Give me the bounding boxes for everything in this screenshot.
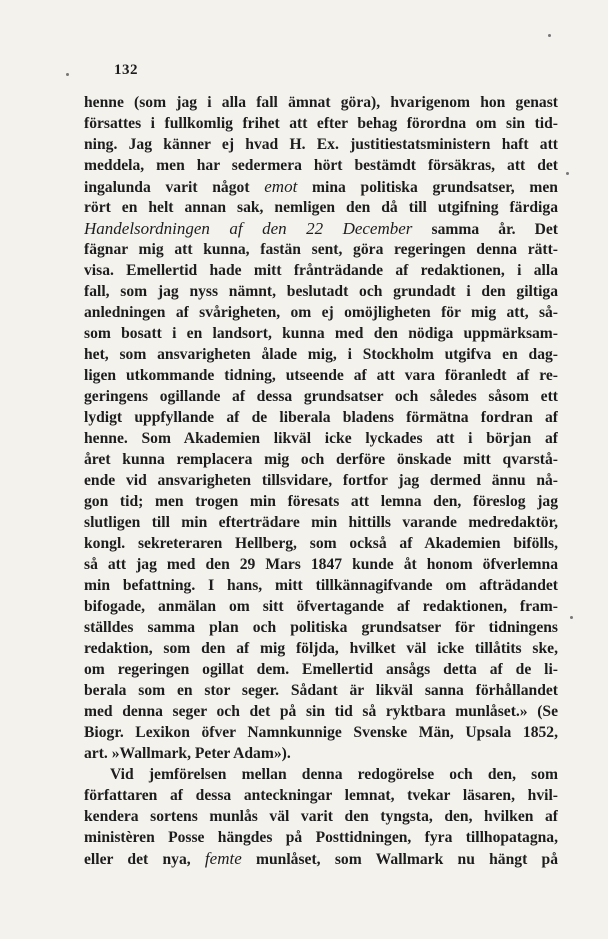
text-run: berala som en stor seger. Sådant är likväl sanna förhållandet xyxy=(84,682,558,699)
text-line xyxy=(84,617,558,638)
text-run: kongl. sekreteraren Hellberg, som också af Akademien bifölls, xyxy=(84,535,558,552)
text-run: året kunna remplacera mig och derföre önskade mitt qvarstå- xyxy=(84,451,558,468)
text-run: författaren af dessa anteckningar lemnat, tvekar läsaren, hvil- xyxy=(84,787,558,804)
text-line xyxy=(84,344,558,365)
print-speck xyxy=(570,616,573,619)
body-text xyxy=(84,92,558,869)
text-run: min befattning. I hans, mitt tillkännagifvande om afträdandet xyxy=(84,577,558,594)
text-run: om regeringen ogillat dem. Emellertid ansågs detta af de li- xyxy=(84,661,558,678)
text-line xyxy=(84,470,558,491)
text-line xyxy=(84,134,558,155)
text-line xyxy=(84,323,558,344)
text-run: försattes i fullkomlig frihet att efter behag förordna om sin tid- xyxy=(84,115,558,132)
text-run: ende vid ansvarigheten tillsvidare, fortfor jag dermed ännu nå- xyxy=(84,472,558,489)
text-run: henne (som jag i alla fall ämnat göra), hvarigenom hon genast xyxy=(84,94,558,111)
text-line xyxy=(84,239,558,260)
print-speck xyxy=(548,34,551,37)
print-speck xyxy=(66,73,69,76)
text-line xyxy=(84,365,558,386)
text-line xyxy=(84,680,558,701)
text-run: samma år. Det xyxy=(412,221,558,238)
text-line xyxy=(84,155,558,176)
text-run: henne. Som Akademien likväl icke lyckades att i början af xyxy=(84,430,558,447)
text-run: ligen utkommande tidning, utseende af att vara föranledt af re- xyxy=(84,367,558,384)
text-line xyxy=(84,575,558,596)
text-run: som bosatt i en landsort, kunna med den nödiga uppmärksam- xyxy=(84,325,558,342)
text-line xyxy=(84,701,558,722)
text-line xyxy=(84,764,558,785)
text-line xyxy=(84,302,558,323)
text-run: gon tid; men trogen min föresats att lemna den, föreslog jag xyxy=(84,493,558,510)
text-run: med denna seger och det på sin tid så ryktbara munlåset.» (Se xyxy=(84,703,558,720)
text-run: het, som ansvarigheten ålade mig, i Stockholm utgifva en dag- xyxy=(84,346,558,363)
text-line xyxy=(84,848,558,869)
text-run: slutligen till min efterträdare min hittills varande medredaktör, xyxy=(84,514,558,531)
text-line xyxy=(84,743,558,764)
text-line xyxy=(84,785,558,806)
text-run: Biogr. Lexikon öfver Namnkunnige Svenske Män, Upsala 1852, xyxy=(84,724,558,741)
text-run: anledningen af svårigheten, om ej omöjligheten för mig att, så- xyxy=(84,304,558,321)
text-line xyxy=(84,281,558,302)
text-line xyxy=(84,428,558,449)
page-number: 132 xyxy=(114,62,138,78)
text-line xyxy=(84,512,558,533)
text-line xyxy=(84,722,558,743)
text-run: ministèren Posse hängdes på Posttidningen, fyra tillhopatagna, xyxy=(84,829,558,846)
text-line xyxy=(84,638,558,659)
italic-text: femte xyxy=(204,849,242,868)
text-run: så att jag med den 29 Mars 1847 kunde åt honom öfverlemna xyxy=(84,556,558,573)
text-line xyxy=(84,659,558,680)
text-run: ställdes samma plan och politiska grundsatser för tidningens xyxy=(84,619,558,636)
text-line xyxy=(84,596,558,617)
text-run: munlåset, som Wallmark nu hängt på xyxy=(241,851,558,868)
text-line xyxy=(84,260,558,281)
text-run: lydigt uppfyllande af de liberala bladens förmätna fordran af xyxy=(84,409,558,426)
italic-text: emot xyxy=(264,177,298,196)
text-line xyxy=(84,218,558,239)
text-line xyxy=(84,386,558,407)
text-line xyxy=(84,407,558,428)
text-line xyxy=(84,197,558,218)
text-run: redaktion, som den af mig följda, hvilket väl icke tillåtits ske, xyxy=(84,640,558,657)
text-line xyxy=(84,554,558,575)
text-run: ingalunda varit något xyxy=(84,179,265,196)
text-run: meddela, men har sedermera hört bestämdt försäkras, att det xyxy=(84,157,558,174)
text-line xyxy=(84,92,558,113)
italic-text: Handelsordningen af den 22 December xyxy=(84,219,413,238)
text-run: art. »Wallmark, Peter Adam»). xyxy=(84,745,291,762)
text-line xyxy=(84,533,558,554)
text-run: fägnar mig att kunna, fastän sent, göra regeringen denna rätt- xyxy=(84,241,558,258)
text-line xyxy=(84,491,558,512)
text-line xyxy=(84,806,558,827)
text-run: ning. Jag känner ej hvad H. Ex. justitiestatsministern haft att xyxy=(84,136,558,153)
text-run: eller det nya, xyxy=(84,851,205,868)
text-run: geringens ogillande af dessa grundsatser och således såsom ett xyxy=(84,388,558,405)
text-line xyxy=(84,827,558,848)
print-speck xyxy=(566,172,569,175)
text-run: rört en helt annan sak, nemligen den då till utgifning färdiga xyxy=(84,199,558,216)
text-run: mina politiska grundsatser, men xyxy=(297,179,558,196)
text-run: Vid jemförelsen mellan denna redogörelse och den, som xyxy=(110,766,558,783)
text-run: kendera sortens munlås väl varit den tyngsta, den, hvilken af xyxy=(84,808,558,825)
text-run: fall, som jag nyss nämnt, beslutadt och grundadt i den giltiga xyxy=(84,283,558,300)
text-run: bifogade, anmälan om sitt öfvertagande af redaktionen, fram- xyxy=(84,598,558,615)
text-line xyxy=(84,113,558,134)
text-line xyxy=(84,449,558,470)
text-run: visa. Emellertid hade mitt frånträdande af redaktionen, i alla xyxy=(84,262,558,279)
text-line xyxy=(84,176,558,197)
